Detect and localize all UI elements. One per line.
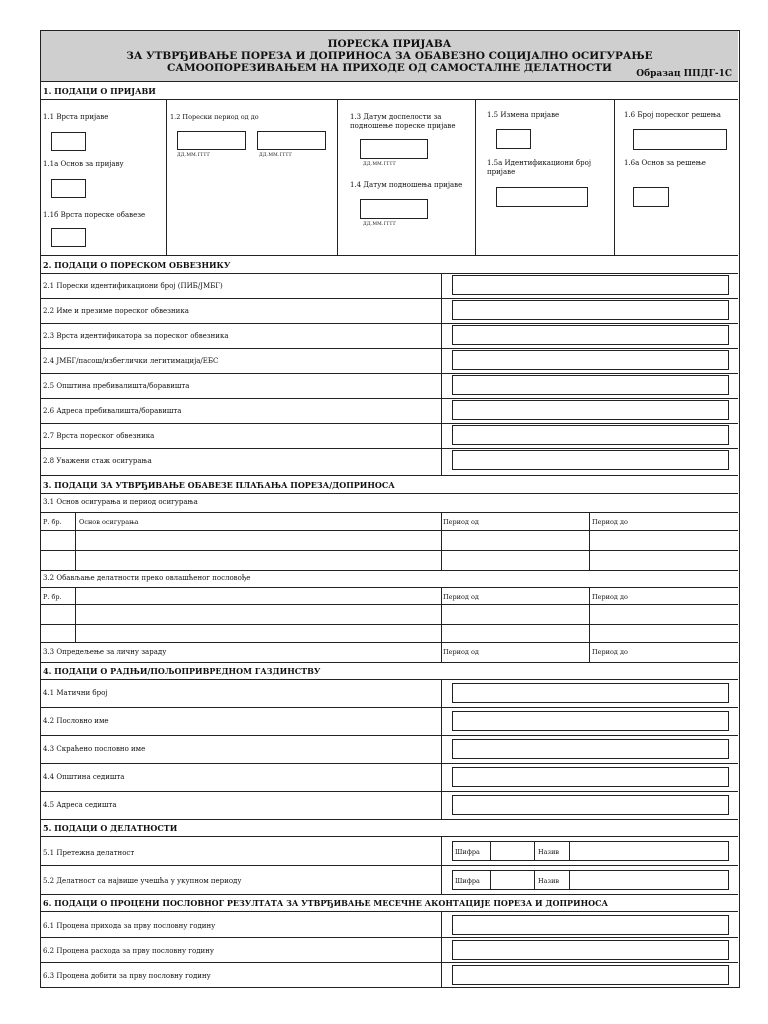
field-4-3-input[interactable] (452, 739, 729, 759)
field-2-3-label: 2.3 Врста идентификатора за пореског обвезника (43, 332, 229, 340)
field-2-4-input[interactable] (452, 350, 729, 370)
section-3-title: 3. ПОДАЦИ ЗА УТВРЂИВАЊЕ ОБАВЕЗЕ ПЛАЋАЊА ПОРЕЗА/ДОПРИНОСА (43, 480, 395, 490)
field-2-8-label: 2.8 Уважени стаж осигурања (43, 457, 152, 465)
field-2-1-label: 2.1 Порески идентификациони број (ПИБ/ЈМБГ) (43, 282, 223, 290)
subsection-3-1-label: 3.1 Основ осигурања и период осигурања (43, 498, 198, 506)
field-2-7-input[interactable] (452, 425, 729, 445)
col-period-od-3-2: Период од (443, 593, 479, 601)
col-period-do-3-1: Период до (592, 518, 628, 526)
field-2-3-input[interactable] (452, 325, 729, 345)
field-2-5-label: 2.5 Општина пребивалишта/боравишта (43, 382, 190, 390)
field-1-3-hint: ДД.ММ.ГГГГ (363, 162, 397, 167)
subsection-3-3-label: 3.3 Опредељење за личну зараду (43, 648, 167, 656)
form-title-line3: САМООПОРЕЗИВАЊЕМ НА ПРИХОДЕ ОД САМОСТАЛНЕ ДЕЛАТНОСТИ (167, 62, 612, 74)
field-4-2-input[interactable] (452, 711, 729, 731)
field-1-5-input[interactable] (496, 129, 531, 149)
field-5-1-input[interactable] (452, 841, 729, 861)
field-6-3-label: 6.3 Процена добити за прву пословну годину (43, 972, 211, 980)
field-5-1-label: 5.1 Претежна делатност (43, 849, 135, 857)
field-4-1-label: 4.1 Матични број (43, 689, 108, 697)
col-period-od-3-1: Период од (443, 518, 479, 526)
subsection-3-2-label: 3.2 Обављање делатности преко овлашћеног пословође (43, 574, 251, 582)
col-period-od-3-3: Период од (443, 648, 479, 656)
period-to-input[interactable] (257, 131, 326, 150)
field-1-1a-label: 1.1а Основ за пријаву (43, 160, 124, 168)
field-2-4-label: 2.4 ЈМБГ/пасош/избеглички легитимација/ЕБС (43, 357, 219, 365)
form-title: ПОРЕСКА ПРИЈАВА (327, 38, 452, 50)
field-6-3-input[interactable] (452, 965, 729, 985)
field-1-1-label: 1.1 Врста пријаве (43, 113, 109, 121)
field-2-5-input[interactable] (452, 375, 729, 395)
col-rb-3-2: Р. бр. (43, 593, 62, 601)
field-1-1b-input[interactable] (51, 228, 86, 247)
field-5-1-sifra-label: Шифра (455, 848, 480, 856)
field-1-3-input[interactable] (360, 139, 428, 159)
period-to-hint: ДД.ММ.ГГГГ (259, 153, 293, 158)
form-header (41, 31, 738, 82)
section-1-title: 1. ПОДАЦИ О ПРИЈАВИ (43, 86, 156, 96)
field-2-1-input[interactable] (452, 275, 729, 295)
section-2-title: 2. ПОДАЦИ О ПОРЕСКОМ ОБВЕЗНИКУ (43, 260, 231, 270)
field-2-2-input[interactable] (452, 300, 729, 320)
field-5-2-sifra-label: Шифра (455, 877, 480, 885)
field-1-1b-label: 1.1б Врста пореске обавезе (43, 211, 146, 219)
field-1-5-label: 1.5 Измена пријаве (487, 111, 560, 119)
field-5-1-naziv-label: Назив (538, 848, 560, 856)
col-osnov: Основ осигурања (79, 518, 139, 526)
field-5-2-naziv-label: Назив (538, 877, 560, 885)
field-6-1-label: 6.1 Процена прихода за прву пословну годину (43, 922, 216, 930)
field-1-5a-label: 1.5а Идентификациони број пријаве (487, 159, 592, 176)
field-2-6-label: 2.6 Адреса пребивалишта/боравишта (43, 407, 182, 415)
field-1-6-input[interactable] (633, 129, 727, 150)
section-6-title: 6. ПОДАЦИ О ПРОЦЕНИ ПОСЛОВНОГ РЕЗУЛТАТА ЗА УТВРЂИВАЊЕ МЕСЕЧНЕ АКОНТАЦИЈЕ ПОРЕЗА И ДОПРИНОСА (43, 898, 608, 908)
field-4-1-input[interactable] (452, 683, 729, 703)
field-5-2-input[interactable] (452, 870, 729, 890)
field-6-2-input[interactable] (452, 940, 729, 960)
field-4-4-label: 4.4 Општина седишта (43, 773, 125, 781)
form-title-line2: ЗА УТВРЂИВАЊЕ ПОРЕЗА И ДОПРИНОСА ЗА ОБАВЕЗНО СОЦИЈАЛНО ОСИГУРАЊЕ (126, 50, 653, 62)
col-period-do-3-3: Период до (592, 648, 628, 656)
field-4-4-input[interactable] (452, 767, 729, 787)
field-6-1-input[interactable] (452, 915, 729, 935)
field-4-3-label: 4.3 Скраћено пословно име (43, 745, 146, 753)
period-from-input[interactable] (177, 131, 246, 150)
field-4-5-input[interactable] (452, 795, 729, 815)
period-from-hint: ДД.ММ.ГГГГ (177, 153, 211, 158)
field-1-4-input[interactable] (360, 199, 428, 219)
field-1-2-label: 1.2 Порески период од до (170, 113, 259, 121)
field-1-6a-input[interactable] (633, 187, 669, 207)
field-4-5-label: 4.5 Адреса седишта (43, 801, 117, 809)
col-period-do-3-2: Период до (592, 593, 628, 601)
field-1-1-input[interactable] (51, 132, 86, 151)
field-1-1a-input[interactable] (51, 179, 86, 198)
field-1-3-label: 1.3 Датум доспелости за подношење пореске пријаве (350, 113, 456, 130)
field-1-5a-input[interactable] (496, 187, 588, 207)
col-rb-3-1: Р. бр. (43, 518, 62, 526)
field-6-2-label: 6.2 Процена расхода за прву пословну годину (43, 947, 215, 955)
section-5-title: 5. ПОДАЦИ О ДЕЛАТНОСТИ (43, 823, 178, 833)
tax-form (40, 30, 740, 988)
field-1-4-label: 1.4 Датум подношења пријаве (350, 181, 463, 189)
form-code: Образац ППДГ-1С (636, 69, 732, 79)
section-4-title: 4. ПОДАЦИ О РАДЊИ/ПОЉОПРИВРЕДНОМ ГАЗДИНСТВУ (43, 666, 321, 676)
field-1-6-label: 1.6 Број пореског решења (624, 111, 721, 119)
field-1-4-hint: ДД.ММ.ГГГГ (363, 222, 397, 227)
field-1-6a-label: 1.6а Основ за решење (624, 159, 706, 167)
field-2-6-input[interactable] (452, 400, 729, 420)
field-5-2-label: 5.2 Делатност са највише учешћа у укупном периоду (43, 877, 242, 885)
field-4-2-label: 4.2 Пословно име (43, 717, 109, 725)
field-2-7-label: 2.7 Врста пореског обвезника (43, 432, 155, 440)
field-2-8-input[interactable] (452, 450, 729, 470)
field-2-2-label: 2.2 Име и презиме пореског обвезника (43, 307, 189, 315)
